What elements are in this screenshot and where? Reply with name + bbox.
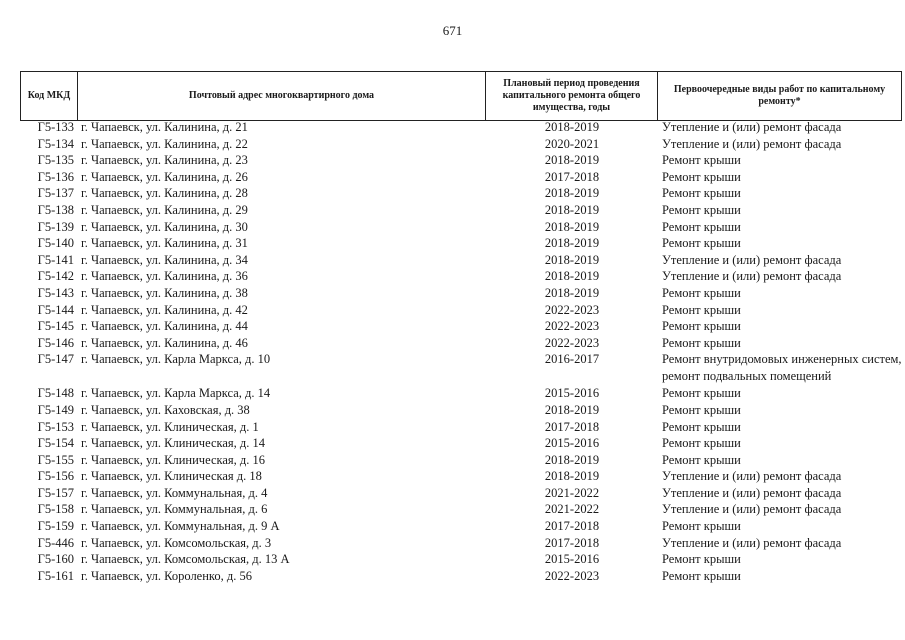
address-cell: г. Чапаевск, ул. Коммунальная, д. 4: [81, 485, 268, 500]
address-cell: г. Чапаевск, ул. Калинина, д. 29: [81, 202, 248, 217]
period-cell: 2018-2019: [544, 153, 600, 168]
works-cell: Ремонт крыши: [662, 402, 741, 417]
works-cell: Ремонт крыши: [662, 419, 741, 434]
address-cell: г. Чапаевск, ул. Калинина, д. 42: [81, 302, 248, 317]
code-cell: Г5-139: [37, 219, 74, 234]
address-cell: г. Чапаевск, ул. Карла Маркса, д. 10: [81, 352, 271, 367]
table-row: [20, 452, 902, 469]
code-cell: Г5-141: [37, 252, 74, 267]
works-cell: Ремонт крыши: [662, 568, 741, 583]
code-cell: Г5-446: [37, 535, 74, 550]
address-cell: г. Чапаевск, ул. Коммунальная, д. 9 А: [81, 519, 280, 534]
table-row: [20, 202, 902, 219]
period-cell: 2018-2019: [544, 452, 600, 467]
address-cell: г. Чапаевск, ул. Карла Маркса, д. 14: [81, 386, 271, 401]
table-row: [20, 185, 902, 202]
period-cell: 2018-2019: [544, 202, 600, 217]
table-row: [20, 568, 902, 585]
address-cell: г. Чапаевск, ул. Клиническая д. 18: [81, 469, 262, 484]
header-works: Первоочередные виды работ по капитальному ремонту*: [658, 72, 902, 120]
address-cell: г. Чапаевск, ул. Клиническая, д. 14: [81, 436, 266, 451]
address-cell: г. Чапаевск, ул. Калинина, д. 23: [81, 153, 248, 168]
table-row: [20, 501, 902, 518]
table-row: [20, 435, 902, 452]
address-cell: г. Чапаевск, ул. Комсомольская, д. 3: [81, 535, 272, 550]
code-cell: Г5-146: [37, 335, 74, 350]
code-cell: Г5-144: [37, 302, 74, 317]
works-cell: Ремонт крыши: [662, 202, 741, 217]
table-row: [20, 335, 902, 352]
address-cell: г. Чапаевск, ул. Калинина, д. 46: [81, 335, 248, 350]
works-cell: Ремонт крыши: [662, 386, 741, 401]
address-cell: г. Чапаевск, ул. Калинина, д. 28: [81, 186, 248, 201]
period-cell: 2018-2019: [544, 236, 600, 251]
period-cell: 2015-2016: [544, 552, 600, 567]
code-cell: Г5-154: [37, 436, 74, 451]
table-row: [20, 551, 902, 568]
header-period: Плановый период проведения капитального ремонта общего имущества, годы: [486, 72, 658, 120]
address-cell: г. Чапаевск, ул. Короленко, д. 56: [81, 568, 252, 583]
works-cell: Утепление и (или) ремонт фасада: [662, 469, 842, 484]
period-cell: 2016-2017: [544, 352, 600, 367]
works-cell: Ремонт крыши: [662, 153, 741, 168]
address-cell: г. Чапаевск, ул. Клиническая, д. 16: [81, 452, 266, 467]
works-cell: Ремонт внутридомовых инженерных систем, ремонт подвальных помещений: [662, 352, 902, 383]
period-cell: 2018-2019: [544, 285, 600, 300]
works-cell: Ремонт крыши: [662, 236, 741, 251]
table-row: [20, 285, 902, 302]
code-cell: Г5-143: [37, 285, 74, 300]
period-cell: 2018-2019: [544, 120, 600, 134]
code-cell: Г5-149: [37, 402, 74, 417]
works-cell: Ремонт крыши: [662, 186, 741, 201]
works-cell: Ремонт крыши: [662, 552, 741, 567]
code-cell: Г5-158: [37, 502, 74, 517]
works-cell: Утепление и (или) ремонт фасада: [662, 136, 842, 151]
address-cell: г. Чапаевск, ул. Каховская, д. 38: [81, 402, 250, 417]
table-row: [20, 351, 902, 385]
period-cell: 2015-2016: [544, 386, 600, 401]
table-row: [20, 518, 902, 535]
period-cell: 2018-2019: [544, 269, 600, 284]
works-cell: Ремонт крыши: [662, 335, 741, 350]
period-cell: 2018-2019: [544, 219, 600, 234]
code-cell: Г5-133: [37, 120, 74, 134]
period-cell: 2022-2023: [544, 568, 600, 583]
works-cell: Ремонт крыши: [662, 169, 741, 184]
code-cell: Г5-142: [37, 269, 74, 284]
code-cell: Г5-134: [37, 136, 74, 151]
table-row: [20, 419, 902, 436]
table-row: [20, 402, 902, 419]
table-body: [20, 119, 902, 584]
period-cell: 2022-2023: [544, 319, 600, 334]
address-cell: г. Чапаевск, ул. Клиническая, д. 1: [81, 419, 259, 434]
code-cell: Г5-135: [37, 153, 74, 168]
works-cell: Ремонт крыши: [662, 302, 741, 317]
period-cell: 2018-2019: [544, 402, 600, 417]
address-cell: г. Чапаевск, ул. Калинина, д. 26: [81, 169, 248, 184]
code-cell: Г5-153: [37, 419, 74, 434]
address-cell: г. Чапаевск, ул. Калинина, д. 36: [81, 269, 248, 284]
address-cell: г. Чапаевск, ул. Калинина, д. 30: [81, 219, 248, 234]
address-cell: г. Чапаевск, ул. Комсомольская, д. 13 А: [81, 552, 290, 567]
table-row: [20, 169, 902, 186]
code-cell: Г5-161: [37, 568, 74, 583]
code-cell: Г5-157: [37, 485, 74, 500]
table-row: [20, 535, 902, 552]
table-row: [20, 219, 902, 236]
works-cell: Ремонт крыши: [662, 219, 741, 234]
table-row: [20, 152, 902, 169]
period-cell: 2021-2022: [544, 485, 600, 500]
table-row: [20, 468, 902, 485]
table-header: [20, 71, 902, 121]
address-cell: г. Чапаевск, ул. Калинина, д. 38: [81, 285, 248, 300]
works-cell: Утепление и (или) ремонт фасада: [662, 252, 842, 267]
address-cell: г. Чапаевск, ул. Коммунальная, д. 6: [81, 502, 268, 517]
address-cell: г. Чапаевск, ул. Калинина, д. 34: [81, 252, 248, 267]
code-cell: Г5-159: [37, 519, 74, 534]
code-cell: Г5-156: [37, 469, 74, 484]
period-cell: 2022-2023: [544, 335, 600, 350]
code-cell: Г5-148: [37, 386, 74, 401]
works-cell: Утепление и (или) ремонт фасада: [662, 269, 842, 284]
works-cell: Утепление и (или) ремонт фасада: [662, 120, 842, 134]
code-cell: Г5-140: [37, 236, 74, 251]
table-row: [20, 136, 902, 153]
works-cell: Ремонт крыши: [662, 285, 741, 300]
table-row: [20, 318, 902, 335]
works-cell: Утепление и (или) ремонт фасада: [662, 535, 842, 550]
code-cell: Г5-137: [37, 186, 74, 201]
code-cell: Г5-155: [37, 452, 74, 467]
table-row: [20, 485, 902, 502]
period-cell: 2018-2019: [544, 469, 600, 484]
address-cell: г. Чапаевск, ул. Калинина, д. 21: [81, 120, 248, 134]
works-cell: Ремонт крыши: [662, 319, 741, 334]
period-cell: 2020-2021: [544, 136, 600, 151]
works-cell: Ремонт крыши: [662, 452, 741, 467]
page-number: 671: [442, 23, 463, 38]
header-code: Код МКД: [20, 72, 78, 120]
address-cell: г. Чапаевск, ул. Калинина, д. 44: [81, 319, 248, 334]
period-cell: 2017-2018: [544, 169, 600, 184]
header-address: Почтовый адрес многоквартирного дома: [78, 72, 486, 120]
period-cell: 2018-2019: [544, 252, 600, 267]
works-cell: Ремонт крыши: [662, 519, 741, 534]
works-cell: Утепление и (или) ремонт фасада: [662, 485, 842, 500]
table-row: [20, 302, 902, 319]
table-row: [20, 235, 902, 252]
table-row: [20, 252, 902, 269]
period-cell: 2018-2019: [544, 186, 600, 201]
code-cell: Г5-136: [37, 169, 74, 184]
period-cell: 2015-2016: [544, 436, 600, 451]
address-cell: г. Чапаевск, ул. Калинина, д. 22: [81, 136, 248, 151]
table-row: [20, 385, 902, 402]
code-cell: Г5-145: [37, 319, 74, 334]
code-cell: Г5-147: [37, 352, 74, 367]
period-cell: 2017-2018: [544, 535, 600, 550]
period-cell: 2017-2018: [544, 519, 600, 534]
works-cell: Ремонт крыши: [662, 436, 741, 451]
period-cell: 2017-2018: [544, 419, 600, 434]
period-cell: 2022-2023: [544, 302, 600, 317]
code-cell: Г5-138: [37, 202, 74, 217]
table-row: [20, 119, 902, 136]
table-row: [20, 268, 902, 285]
period-cell: 2021-2022: [544, 502, 600, 517]
code-cell: Г5-160: [37, 552, 74, 567]
address-cell: г. Чапаевск, ул. Калинина, д. 31: [81, 236, 248, 251]
works-cell: Утепление и (или) ремонт фасада: [662, 502, 842, 517]
